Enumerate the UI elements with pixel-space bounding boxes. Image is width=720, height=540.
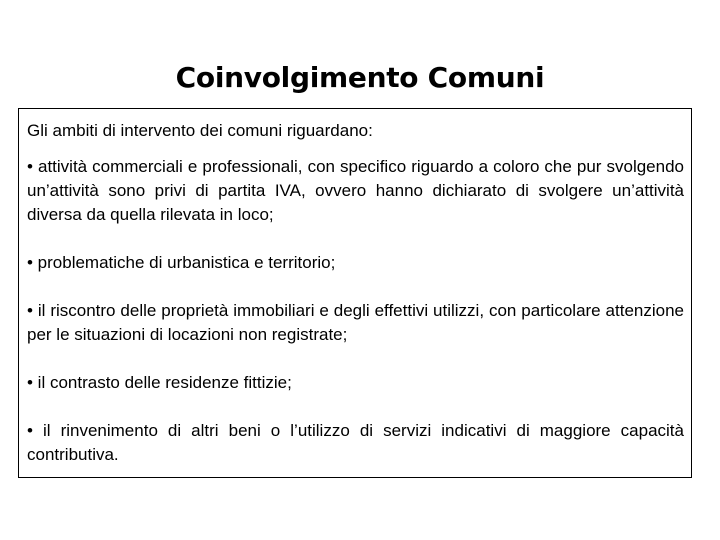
bullet-item-assets-discovery: • il rinvenimento di altri beni o l’utilizzo di servizi indicativi di maggiore capacità contributiva. xyxy=(27,421,684,464)
bullet-item-commercial-activities: • attività commerciali e professionali, con specifico riguardo a coloro che pur svolgendo un’attività sono privi di partita IVA, ovvero hanno dichiarato di svolgere un’attività diversa da quella rilevata in loco; xyxy=(27,157,684,224)
bullet-list xyxy=(27,155,684,467)
intro-text: Gli ambiti di intervento dei comuni riguardano: xyxy=(27,121,373,140)
bullet-item-urban-planning: • problematiche di urbanistica e territorio; xyxy=(27,253,336,272)
slide-title: Coinvolgimento Comuni xyxy=(175,61,545,94)
content-box xyxy=(18,108,692,478)
bullet-item-fictitious-residences: • il contrasto delle residenze fittizie; xyxy=(27,373,292,392)
bullet-item-property-verification: • il riscontro delle proprietà immobiliari e degli effettivi utilizzi, con particolare attenzione per le situazioni di locazioni non registrate; xyxy=(27,301,684,344)
